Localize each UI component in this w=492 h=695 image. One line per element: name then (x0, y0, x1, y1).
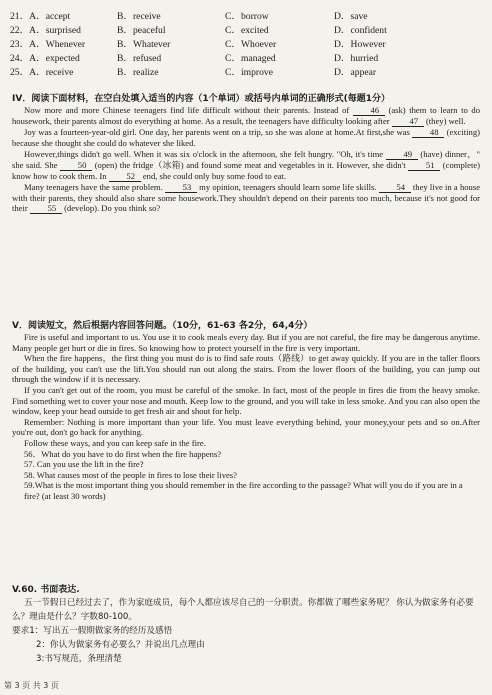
section-4-paragraph-1 (12, 105, 480, 127)
blank-47[interactable]: 47 (392, 117, 424, 127)
blank-52[interactable]: 52 (109, 172, 141, 182)
section-4-heading: IV．阅读下面材料，在空白处填入适当的内容（1个单词）或括号内单词的正确形式(每题1分） (12, 94, 390, 104)
passage-paragraph: When the fire happens，the first thing you must do is to find safe routs（路线）to get away quickly. If you are in the taller floors of the building, you can't use the lift.You should run out along the stairs. From the lower floors of the building, you can jump out through the window if it is necessary. (12, 353, 480, 385)
question-56: 56．What do you have to do first when the fire happens? (24, 448, 222, 459)
options-row-25 (10, 66, 480, 80)
option-22d: D．confident (334, 25, 387, 36)
option-25a: 25．A．receive (10, 67, 74, 78)
writing-prompt: 五一节假日已经过去了，作为家庭成员，每个人都应该尽自己的一分职责。你都做了哪些家务呢？ 你认为做家务有必要么？理由是什么？字数80-100。 (12, 598, 474, 622)
question-59: 59.What is the most important thing you should remember in the fire according to the passage? What will you do if you are in a fire? (at least 30 words) (24, 480, 463, 501)
question-58: 58. What causes most of the people in fires to lose their lives? (24, 469, 237, 480)
option-22c: C．excited (225, 25, 269, 36)
blank-54[interactable]: 54 (379, 183, 411, 193)
section-5-heading: V．阅读短文，然后根据内容回答问题。（10分，61-63 各2分，64,4分） (12, 321, 313, 331)
option-24c: C．managed (225, 53, 276, 64)
option-23c: C．Whoever (225, 39, 277, 50)
blank-55[interactable]: 55 (30, 204, 62, 214)
passage-paragraph: If you can't get out of the room, you must be careful of the smoke. In fact, most of the people in fires die from the heavy smoke. Find something wet to cover your nose and mouth. Keep low to the ground, and you will take in less smoke. And you can also open the window, keep your head outside to get fresh air and shout for help. (12, 384, 480, 417)
option-25d: D．appear (334, 67, 377, 78)
passage-paragraph: Fire is useful and important to us. You use it to cook meals every day. But if you are not careful, the fire may be dangerous anytime. Many people get hurt or die in fires. So knowing how to protect yourself in the fire is very important. (12, 332, 480, 353)
option-24b: B．refused (117, 53, 162, 64)
text-run: (ask) them to learn to do housework, their parents almost do everything at home. As a result, the teenagers have difficulty looking after (12, 105, 480, 126)
blank-49[interactable]: 49 (386, 150, 418, 160)
requirement-text: 1：写出五一假期做家务的经历及感悟 (29, 626, 173, 636)
passage-paragraph: Follow these ways, and you can keep safe in the fire. (24, 437, 206, 448)
text-run: Now more and more Chinese teenagers find life difficult without their parents. Instead of (24, 105, 350, 115)
option-24d: D．hurried (334, 53, 379, 64)
requirement-1 (12, 624, 480, 638)
section-4-paragraph-3 (12, 149, 480, 182)
text-run: end, she could only buy some food to eat. (142, 170, 287, 181)
section-4-paragraph-4 (12, 182, 480, 215)
option-21c: C．borrow (225, 11, 269, 22)
option-21a: 21．A．accept (10, 11, 71, 22)
text-run: (exciting) because she thought she could do whatever she liked. (12, 127, 480, 148)
answer-options (10, 10, 480, 80)
options-row-24 (10, 52, 480, 66)
option-25b: B．realize (117, 67, 159, 78)
text-run: (they) well. (425, 116, 466, 126)
option-22a: 22．A．surprised (10, 25, 81, 36)
section-5-reading (12, 320, 480, 502)
text-run: they live in a house with their parents, they should also share some housework.They shouldn't depend on their parents too much, because it's not good for their (12, 181, 481, 214)
page-footer: 第 3 页 共 3 页 (4, 681, 59, 690)
text-run: (have) dinner，" she said. She (12, 148, 480, 170)
option-21b: B．receive (117, 11, 161, 22)
blank-53[interactable]: 53 (165, 183, 197, 193)
blank-51[interactable]: 51 (408, 161, 440, 171)
text-run: (complete) know how to cook them. In (12, 159, 481, 181)
blank-46[interactable]: 46 (353, 106, 385, 116)
option-25c: C．improve (225, 67, 273, 78)
section-4-fill-in (12, 93, 480, 214)
text-run: (open) the fridge（冰箱) and found some meat and vegetables in it. However, she didn't (94, 159, 406, 170)
requirement-label: 要求 (12, 626, 30, 636)
requirement-2: 2：你认为做家务有必要么？并说出几点理由 (36, 640, 205, 650)
section-6-writing (12, 584, 480, 666)
section-4-paragraph-2 (12, 127, 480, 149)
blank-50[interactable]: 50 (60, 161, 92, 171)
section-6-heading: V.60. 书面表达. (12, 585, 80, 595)
question-57: 57. Can you use the lift in the fire? (24, 459, 144, 470)
blank-48[interactable]: 48 (412, 128, 444, 138)
options-row-23 (10, 38, 480, 52)
option-22b: B．peaceful (117, 25, 166, 36)
text-run: Joy was a fourteen-year-old girl. One day, her parents went on a trip, so she was alone at home.At first,she was (24, 127, 410, 137)
option-23d: D．However (334, 39, 386, 50)
text-run: However,things didn't go well. When it was six o'clock in the afternoon, she felt hungry. "Oh, it's time (24, 148, 384, 159)
passage-paragraph: Remember: Nothing is more important than your life. You must leave everything behind, your money,your pets and so on.After you're out, don't go back for anything. (12, 416, 480, 438)
options-row-21 (10, 10, 480, 24)
text-run: my opinion, teenagers should learn some life skills. (199, 181, 377, 192)
option-24a: 24．A．expected (10, 53, 80, 64)
requirement-3: 3:书写规范，条理清楚 (36, 654, 122, 664)
option-23a: 23．A．Whenever (10, 39, 86, 50)
option-23b: B．Whatever (117, 39, 171, 50)
text-run: Many teenagers have the same problem. (24, 181, 163, 192)
options-row-22 (10, 24, 480, 38)
option-21d: D．save (334, 11, 368, 22)
text-run: (develop). Do you think so? (64, 203, 161, 214)
